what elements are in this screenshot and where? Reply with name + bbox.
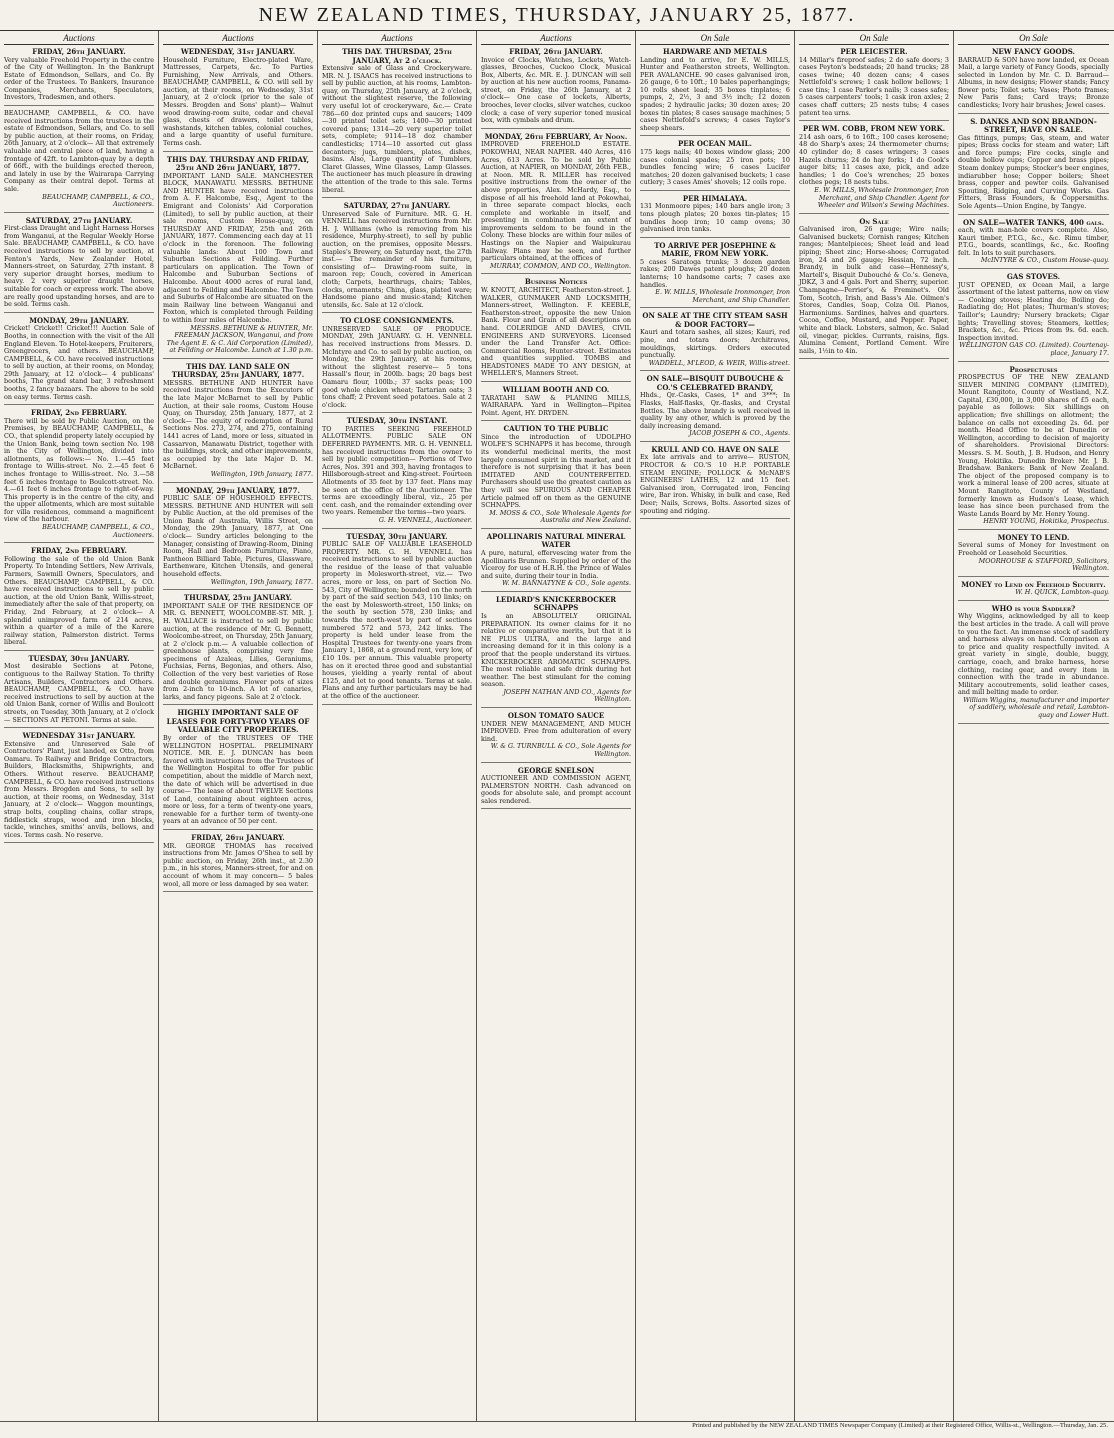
ad-signature: McINTYRE & CO., Custom House-quay. bbox=[980, 256, 1109, 265]
advertisement bbox=[163, 834, 313, 892]
ad-title: PER OCEAN MAIL. bbox=[678, 139, 752, 149]
ad-signature: G. H. VENNELL, Auctioneer. bbox=[378, 515, 472, 524]
ad-title: TUESDAY, 30th JANUARY. bbox=[28, 653, 130, 663]
ad-title: LEDIARD'S KNICKERBOCKER SCHNAPPS bbox=[495, 594, 617, 613]
advertisement bbox=[640, 312, 790, 371]
ad-signature: MESSRS. BETHUNE & HUNTER, Mr. FREEMAN JACKSON, Wanganui, and from The Agent E. & C. Aid Corporation (Limited), at Feilding or Halcombe. Lunch at 1.30 p.m. bbox=[166, 323, 313, 355]
advertisement bbox=[799, 125, 949, 213]
column-1 bbox=[0, 31, 159, 1421]
ad-body: Ex late arrivals and to arrive— RUSTON, PROCTOR & CO.'S 10 H.P. PORTABLE STEAM ENGINE; POLLOCK & McNAB'S ENGINEERS' LATHES, 12 and 15 feet. Galvanised iron, Corrugated iron, Fencing wire, Bar iron. Whisky, in bulk and case, Red Deer; Nails, Screws, Bolts. Assorted sizes of spouting and ridging. bbox=[640, 453, 790, 515]
ad-title: WEDNESDAY, 31st JANUARY. bbox=[180, 47, 296, 56]
advertisement bbox=[799, 48, 949, 121]
ad-signature: WADDELL, M'LEOD, & WEIR, Willis-street. bbox=[648, 358, 790, 367]
ad-signature: JOSEPH NATHAN AND CO., Agents for Wellington. bbox=[503, 687, 631, 704]
ad-body: Household Furniture, Electro-plated Ware, Mattresses, Carpets, &c. To Parties Furnishing, New Arrivals, and Others. BEAUCHAMP, CAMPBELL, & CO. will sell by auction, at their rooms, on Wednesday, 31st January, at 2 o'clock (prior to the sale of Messrs. Brogden and Sons' plant)— Walnut wood drawing-room suite, cedar and cheval glass, chests of drawers, toilet tables, washstands, kitchen tables, colonial couches, and a large quantity of useful furniture. Terms cash. bbox=[163, 55, 313, 148]
advertisement bbox=[163, 363, 313, 483]
ad-body: Hhds., Qr.-Casks, Cases, 1* and 3***; In Flasks, Half-flasks, Qr.-flasks, and Crystal Bottles. The above brandy is well received in quality by any other, which is proved by the daily increasing demand. bbox=[640, 391, 790, 430]
ad-body: There will be sold by Public Auction, on the Premises, by BEAUCHAMP, CAMPBELL, & CO., that splendid property lately occupied by the Union Bank, being town section No. 198 in the City of Wellington, divided into allotments, as follows:— No. 1.—45 feet frontage to Willis-street. No. 2.—45 feet 6 inches frontage to Willis-street. No. 3.—58 feet 6 inches frontage to Boulcott-street. No. 4.—61 feet 6 inches frontage to right-of-way. This property is in the centre of the city, and the upper allotments, which are most suitable for villa residences, command a magnificent view of the harbour. bbox=[4, 416, 154, 524]
ad-title: FRIDAY, 26th JANUARY. bbox=[32, 47, 126, 56]
ad-body: each, with man-hole covers complete. Also, Kauri timber, P.T.G., &c., &c. Rimu timber, P.T.G., boards, scantlings, &c., &c. Roofing felt. In lots to suit purchasers. bbox=[958, 226, 1109, 257]
ad-body: Is an ABSOLUTELY ORIGINAL PREPARATION. Its owner claims for it no relative or comparative merits, but that it is NE PLUS ULTRA, and the large and increasing demand for it in this colony is a proof that the people understand its virtues. KNICKERBOCKER AROMATIC SCHNAPPS. The most reliable and safe drink during hot weather. The best stimulant for the coming season. bbox=[481, 611, 631, 689]
advertisement bbox=[958, 366, 1109, 530]
masthead: NEW ZEALAND TIMES, THURSDAY, JANUARY 25, 1877. bbox=[0, 0, 1114, 31]
ad-signature: M. MOSS & CO., Sole Wholesale Agents for Australia and New Zealand. bbox=[489, 508, 631, 525]
advertisement bbox=[4, 217, 154, 313]
ad-signature: William Wiggins, manufacturer and importer of saddlery, wholesale and retail, Lambton-quay and Lower Hutt. bbox=[963, 695, 1109, 720]
ad-body: Extensive sale of Glass and Crockeryware. MR. N. J. ISAACS has received instructions to sell by public auction, at his rooms, Lambton-quay, on Thursday, 25th January, at 2 o'clock, without the slightest reserve, the following very useful lot of crockeryware, &c.— Crate 786—60 doz printed cups and saucers; 1409—30 printed toilet sets; 1400—30 printed covered pans; 1314—20 very superior toilet sets, complete; 9114—18 doz chamber candlesticks; 1714—10 assorted cut glass decanters; jugs, tumblers, plates, dishes, basins. Also, Large quantity of Tumblers, Claret Glasses, Wine Glasses, Lamp Glasses. The auctioneer has much pleasure in drawing the attention of the trade to this sale. Terms liberal. bbox=[322, 64, 472, 194]
ad-body: Kauri and totara sashes, all sizes; Kauri, red pine, and totara doors; Architraves, mouldings, skirtings. Orders executed punctually. bbox=[640, 328, 790, 360]
ad-signature: MOORHOUSE & STAFFORD, Solicitors, Wellington. bbox=[978, 556, 1109, 573]
ad-title: S. DANKS AND SON BRANDON-STREET, HAVE ON SALE. bbox=[970, 116, 1097, 135]
advertisement bbox=[481, 133, 631, 275]
ad-title: MONDAY, 29th JANUARY, 1877. bbox=[176, 485, 300, 495]
ad-body: Invoice of Clocks, Watches, Lockets, Watch-glasses, Brooches, Cuckoo Clock, Musical Box, Alberts, &c. MR. E. J. DUNCAN will sell by auction at his new auction rooms, Panama-street, on Friday, the 26th January, at 2 o'clock— One case of lockets, Alberts, brooches, lever clocks, silver watches, cuckoo clock; a case of very superior toned musical box, with cymbals and drum. bbox=[481, 55, 631, 125]
advertisement bbox=[322, 417, 472, 528]
ad-body: JUST OPENED, ex Ocean Mail, a large assortment of the latest patterns, now on view— Cooking stoves; Heating do; Boiling do; Radiating do; Hot plates; Thurman's stoves; Taillor's; Laundry; Nursery brackets; Cigar lights; Travelling stoves; Steamers, kettles; Brackets, &c., &c. Prices from 9s. 6d. each. Inspection invited. bbox=[958, 280, 1109, 342]
ad-title: THIS DAY. LAND SALE ON THURSDAY, 25th JANUARY, 1877. bbox=[171, 361, 305, 380]
advertisement bbox=[958, 48, 1109, 114]
ad-signature: MURRAY, COMMON, AND CO., Wellington. bbox=[489, 261, 631, 270]
advertisement bbox=[640, 242, 790, 309]
advertisement bbox=[322, 317, 472, 413]
ad-title: APOLLINARIS NATURAL MINERAL WATER bbox=[486, 531, 626, 550]
ad-body: By order of the TRUSTEES OF THE WELLINGTON HOSPITAL. PRELIMINARY NOTICE. MR. E. J. DUNCAN has been favored with instructions from the Trustees of the Wellington Hospital to offer for public competition, about the middle of March next, the date of which will be advertised in due course— The lease of about TWELVE Sections of Land, containing about eighteen acres, more or less, for a term of twenty-one years, renewable for a further term of twenty-one years at an advance of 50 per cent. bbox=[163, 733, 313, 826]
ad-title: TUESDAY, 30th INSTANT. bbox=[346, 416, 448, 426]
ad-title: NEW FANCY GOODS. bbox=[992, 47, 1075, 56]
ad-body: First-class Draught and Light Harness Horses from Wanganui, at the Regular Weekly Horse Sale. BEAUCHAMP, CAMPBELL, & CO. have received instructions to sell by auction, at Fenton's Yards, New Zealander Hotel, Manners-street, on Saturday, 27th instant. 8 very superior draught horses, medium to heavy. 2 very superior draught horses, suitable for coach or express work. The above are really good upstanding horses, and are to be sold. Terms cash. bbox=[4, 224, 154, 309]
ad-body: 175 kegs nails; 40 boxes window glass; 200 cases colonial spades; 25 iron pots; 10 bundles fencing wire; 6 cases Lucifer matches; 20 dozen galvanised buckets; 1 case cutlery; 3 cases Ames' shovels; 12 coils rope. bbox=[640, 147, 790, 187]
ad-signature: HENRY YOUNG, Hokitika, Prospectus. bbox=[983, 517, 1109, 526]
ad-body: IMPORTANT LAND SALE. MANCHESTER BLOCK, MANAWATU. MESSRS. BETHUNE AND HUNTER have received instructions from A. F. Halcombe, Esq., Agent to the Emigrant and Colonists' Aid Corporation (Limited), to sell by public auction, at their sale rooms, Custom House-quay, on THURSDAY AND FRIDAY, 25th and 26th JANUARY, 1877. Commencing each day at 11 o'clock in the forenoon. The following valuable lands: About 100 Town and Suburban Sections at Feilding. Further particulars on application. The Town of Halcombe and Suburban Sections of Halcombe. About 4000 acres of rural land, adjacent to Feilding and Halcombe. The Town and Suburbs of Halcombe are situated on the main Railway line between Wanganui and Foxton, which is completed through Feilding to within four miles of Halcombe. bbox=[163, 171, 313, 324]
ad-title: TO CLOSE CONSIGNMENTS. bbox=[340, 316, 454, 326]
advertisement bbox=[481, 425, 631, 529]
advertisement bbox=[481, 767, 631, 810]
column-3 bbox=[318, 31, 477, 1421]
ad-body: Extensive and Unreserved Sale of Contractors' Plant, just landed, ex Otto, from Oamaru. To Railway and Bridge Contractors, Builders, Blacksmiths, Shipwrights, and Others. Without reserve. BEAUCHAMP, CAMPBELL, & CO. have received instructions from Messrs. Brogden and Sons, to sell by auction, at their rooms, on Wednesday, 31st January, at 2 o'clock— Waggon mountings, strap bolts, coupling chains, collar straps, fiddlestick straps, wood and iron blocks, tackle, winches, smiths' anvils, bellows, and vices. Terms cash. No reserve. bbox=[4, 739, 154, 839]
advertisement bbox=[4, 547, 154, 651]
ad-title: MONDAY, 29th JANUARY. bbox=[29, 315, 129, 325]
column-heading: Auctions bbox=[481, 33, 631, 45]
advertisement bbox=[640, 446, 790, 519]
ad-body: 131 Monmoore pipes; 140 bars angle iron; 3 tons plough plates; 20 boxes tin-plates; 15 bundles hoop iron; 10 camp ovens; 30 galvanised iron tanks. bbox=[640, 202, 790, 234]
ad-body: Since the introduction of UDOLPHO WOLFE'S SCHNAPPS it has become, through its wonderful medicinal merits, the most largely consumed spirit in this market, and it therefore is not surprising that it has been IMITATED AND COUNTERFEITED. Purchasers should use the greatest caution as they will see SPURIOUS AND CHEAPER Article palmed off on them as the GENUINE SCHNAPPS. bbox=[481, 432, 631, 510]
ad-body: A pure, natural, effervescing water from the Apollinaris Brunnen. Supplied by order of the Viceroy for use of H.R.H. the Prince of Wales and suite, during their tour in India. bbox=[481, 548, 631, 580]
advertisement bbox=[4, 655, 154, 728]
ad-signature: E. W. MILLS, Wholesale Ironmonger, Iron Merchant, and Ship Chandler. Agent for Wheeler and Wilson's Sewing Machines. bbox=[814, 185, 949, 210]
ad-title: WEDNESDAY 31st JANUARY. bbox=[22, 731, 136, 741]
ad-title: WILLIAM BOOTH AND CO. bbox=[502, 385, 610, 395]
ad-body: Several sums of Money for Investment on Freehold or Leasehold Securities. bbox=[958, 541, 1109, 557]
advertisement bbox=[481, 596, 631, 708]
ad-title: FRIDAY, 26th JANUARY. bbox=[191, 833, 285, 843]
ad-title: MONEY to Lend on Freehold Security. bbox=[961, 579, 1106, 589]
ad-body: Cricket! Cricket!! Cricket!!! Auction Sale of Booths, in connection with the visit of the All England Eleven. To Hotel-keepers, Fruiterers, Greengrocers, and others. BEAUCHAMP, CAMPBELL, & CO. have received instructions to sell by auction, at their rooms, on Monday, 29th January, at 12 o'clock— 4 publicans' booths, The grand stand bar, 3 refreshment booths, 2 fancy bazaars. The above to be sold on easy terms. Terms cash. bbox=[4, 324, 154, 401]
ad-signature: WELLINGTON GAS CO. (Limited). Courtenay-place, January 17. bbox=[959, 341, 1109, 357]
ad-signature: E. W. MILLS, Wholesale Ironmonger, Iron Merchant, and Ship Chandler. bbox=[655, 288, 790, 304]
advertisement bbox=[481, 278, 631, 382]
ad-body: 14 Millar's fireproof safes; 2 do safe doors; 3 cases Peyton's bedsteads; 20 hand trucks; 28 cases twine; 40 dozen cans; 4 cases Nettlefold's screws; 1 cask hollow bellows; 1 case tins; 1 case Parker's nails; 3 cases safes; 5 cases carpenters' tools; 1 cask iron axles; 2 cases chaff cutters; 25 nests tubs; 4 cases patent tea urns. bbox=[799, 55, 949, 117]
ad-body: PUBLIC SALE OF HOUSEHOLD EFFECTS. MESSRS. BETHUNE AND HUNTER will sell by Public Auction, at the old premises of the Union Bank of Australia, Willis Street, on Monday, the 29th January, 1877, at One o'clock— Sundry articles belonging to the Manager, consisting of Drawing-Room, Dining Room, Hall and Bedroom Furniture, Piano, Pantheon Billiard Table, Pictures, Glassware, Earthenware, Kitchen Utensils, and general household effects. bbox=[163, 494, 313, 579]
ad-body: 214 ash oars, 6 to 16ft.; 100 cases kerosene; 48 do Sharp's axes; 24 thermometer churns; 40 cylinder do; 8 cases wringers; 3 cases Hazels churns; 24 do hay forks; 1 do Cook's auger bits; 11 cases axe, pick, and adze handles; 1 do Coe's wrenches; 25 boxes clothes pegs; 18 nests tubs. bbox=[799, 132, 949, 187]
advertisement bbox=[481, 533, 631, 592]
column-heading: Auctions bbox=[322, 33, 472, 45]
column-7 bbox=[954, 31, 1113, 1421]
advertisement bbox=[958, 581, 1109, 601]
ad-title: ON SALE—BISQUIT DUBOUCHE & CO.'S CELEBRATED BRANDY, bbox=[646, 374, 784, 392]
ad-title: THIS DAY. THURSDAY AND FRIDAY, 25th AND 26th JANUARY, 1877. bbox=[166, 154, 310, 173]
ad-title: PER LEICESTER. bbox=[840, 47, 908, 56]
ad-body: Very valuable Freehold Property in the centre of the City of Wellington. In the Bankrupt Estate of Edmondson, Sellars, and Co. By order of the Trustees. To Bankers, Insurance Companies, Merchants, Speculators, Investors, Tradesmen, and others. bbox=[4, 55, 154, 102]
ad-body: Unreserved Sale of Furniture. MR. G. H. VENNELL has received instructions from Mr. H. J. Williams (who is removing from his residence, Murphy-street), to sell by public auction, on the premises, opposite Messrs. Staples's Brewery, on Saturday next, the 27th inst.— The remainder of his furniture, consisting of— Drawing-room suite, in maroon rep; Couch, covered in American cloth; Carpets, hearthrugs, chairs; Tables, clocks, ornaments; China, glass, plated ware; Handsome piano and music-stand; Kitchen utensils, &c. Sale at 12 o'clock. bbox=[322, 209, 472, 309]
ad-body: PUBLIC SALE OF VALUABLE LEASEHOLD PROPERTY. MR. G. H. VENNELL has received instructions to sell by public auction the residue of the lease of that valuable property in Molesworth-street, viz.— Two acres, more or less, on part of Section No. 543, City of Wellington; bounded on the north by part of the said section 543, 110 links; on the east by Molesworth-street, 150 links; on the south by section 578, 230 links; and towards the north-west by part of sections numbered 572 and 573, 242 links. The property is held under lease from the Hospital Trustees for twenty-one years from January 1, 1868, at a ground rent, very low, of £10 10s. per annum. This valuable property has on it erected three good and substantial houses, yielding a yearly rental of about £125, and let to good tenants. Terms at sale. Plans and any further particulars may be had at the office of the auctioneer. bbox=[322, 540, 472, 700]
ad-body: PROSPECTUS OF THE NEW ZEALAND SILVER MINING COMPANY (LIMITED), Mount Rangitoto, County of Westland, N.Z. Capital, £30,000, in 3,000 shares of £5 each, payable as follows: Six shillings on application; five shillings on allotment; the balance on calls not exceeding 2s. 6d. per month. Head Office to be at Dunedin or Wellington, according to decision of majority of shareholders. Provisional Directors: Messrs. S. M. South, J. B. Hudson, and Henry Young, Hokitika. Dunedin Broker: Mr. J. B. Bradshaw. Bankers: Bank of New Zealand. The object of the proposed company is to work a mineral lease of 200 acres, situate at Mount Rangitoto, County of Westland, formerly known as Hudson's Lease, which lease has since been purchased from the Waste Lands Board by Mr. Henry Young. bbox=[958, 373, 1109, 518]
ad-signature: Wellington, 19th January, 1877. bbox=[210, 470, 313, 478]
ad-body: Most desirable Sections at Petone, contiguous to the Railway Station. To thrifty Artisans, Builders, Contractors and Others. BEAUCHAMP, CAMPBELL, & CO. have received instructions to sell by auction at the old Union Bank, corner of Willis and Boulcott streets, on Tuesday, 30th January, at 2 o'clock— SECTIONS AT PETONI. Terms at sale. bbox=[4, 662, 154, 724]
advertisement bbox=[322, 48, 472, 198]
ad-signature: BEAUCHAMP, CAMPBELL, & CO., Auctioneers. bbox=[42, 192, 154, 209]
ad-title: THURSDAY, 25th JANUARY. bbox=[183, 593, 293, 603]
ad-title: ON SALE AT THE CITY STEAM SASH & DOOR FACTORY— bbox=[642, 311, 788, 329]
ad-title: ON SALE—WATER TANKS, 400 gals. bbox=[962, 217, 1105, 227]
ad-body: AUCTIONEER AND COMMISSION AGENT, PALMERSTON NORTH. Cash advanced on goods for absolute sale, and prompt account sales rendered. bbox=[481, 774, 631, 805]
ad-title: FRIDAY, 26th JANUARY. bbox=[509, 47, 603, 56]
ad-body: BEAUCHAMP, CAMPBELL, & CO. have received instructions from the trustees in the estate of Edmondson, Sellars, and Co. to sell by public auction, at their rooms, on Friday, 26th January, at 2 o'clock— All that extremely valuable and central piece of land, having a frontage of 42ft. to Lambton-quay by a depth of 66ft., with the buildings erected thereon, and lately in use by the Wairarapa Carrying Company as their central depot. Terms at sale. bbox=[4, 109, 154, 193]
column-heading: On Sale bbox=[958, 33, 1109, 45]
ad-body: Why Wiggins, acknowledged by all to keep the best articles in the trade. A call will prove to you the fact. An immense stock of saddlery and harness always on hand. Comparison as to price and quality respectfully invited. A great variety in single, double, buggy, carriage, coach, and brake harness, horse clothing, racing gear, and every item in connection with the trade in abundance. Military accoutrements, solid leather cases, and mill belting made to order. bbox=[958, 612, 1109, 697]
ad-title: PER WM. COBB, FROM NEW YORK. bbox=[802, 124, 946, 134]
ad-body: IMPORTANT SALE OF THE RESIDENCE OF MR. G. BENNETT, WOOLCOMBE-ST. MR. J. H. WALLACE is instructed to sell by public auction, at the residence of Mr. G. Bennett, Woolcombe-street, on Thursday, 25th January, at 2 o'clock p.m.— A valuable collection of greenhouse plants, comprising very fine specimens of Azaleas, Lilies, Geraniums, Fuchsias, Ferns, Begonias, and others. Also, Collection of the very best varieties of Rose and double geraniums. Flower pots of sizes from 2-inch to 10-inch. A lot of canaries, larks, and fancy pigeons. Sale at 2 o'clock. bbox=[163, 601, 313, 701]
ad-body: MR. GEORGE THOMAS has received instructions from Mr. James O'Shea to sell by public auction, on Friday, 26th inst., at 2.30 p.m., in his stores, Manners-street, for and on account of whom it may concern— 5 bales wool, all more or less damaged by sea water. bbox=[163, 841, 313, 888]
ad-signature: JACOB JOSEPH & CO., Agents. bbox=[689, 429, 790, 438]
ad-title: FRIDAY, 2nd FEBRUARY. bbox=[31, 408, 127, 418]
advertisement bbox=[163, 156, 313, 359]
ad-body: TARATAHI SAW & PLANING MILLS, WAIRARAPA. Yard in Wellington—Pipitea Point. Agent, HY. DRYDEN. bbox=[481, 393, 631, 417]
ad-body: 5 cases Saratoga trunks; 3 dozen garden rakes; 200 Dawes patent ploughs; 20 dozen lanterns; 10 handsome carts; 7 cases axe handles. bbox=[640, 257, 790, 289]
advertisement bbox=[322, 202, 472, 313]
ad-title: HARDWARE AND METALS bbox=[662, 47, 768, 56]
ad-signature: W. M. BANNATYNE & CO., Sole agents. bbox=[502, 579, 631, 588]
advertisement bbox=[640, 48, 790, 136]
advertisement bbox=[640, 195, 790, 238]
ad-signature: BEAUCHAMP, CAMPBELL, & CO., Auctioneers. bbox=[42, 523, 154, 539]
column-6 bbox=[795, 31, 954, 1421]
ad-title: TO ARRIVE PER JOSEPHINE & MARIE, FROM NEW YORK. bbox=[654, 240, 776, 259]
advertisement bbox=[4, 409, 154, 543]
ad-title: On Sale bbox=[859, 216, 889, 226]
advertisement bbox=[958, 534, 1109, 577]
advertisement bbox=[799, 218, 949, 360]
ad-title: FRIDAY, 2nd FEBRUARY. bbox=[31, 546, 127, 556]
ad-body: UNDER NEW MANAGEMENT, AND MUCH IMPROVED. Free from adulteration of every kind. bbox=[481, 719, 631, 743]
column-heading: On Sale bbox=[799, 33, 949, 45]
advertisement bbox=[958, 219, 1109, 269]
ad-signature: W. & G. TURNBULL & CO., Sole Agents for Wellington. bbox=[490, 742, 631, 758]
advertisement bbox=[481, 48, 631, 129]
footer-imprint: Printed and published by the NEW ZEALAND TIMES Newspaper Company (Limited) at their Registered Office, Willis-st., Wellington.—Thursday, Jan. 25. bbox=[0, 1421, 1114, 1438]
ad-title: WHO is your Saddler? bbox=[991, 603, 1076, 613]
ad-body: IMPROVED FREEHOLD ESTATE. POKOWHAI, NEAR NAPIER. 440 Acres, 416 Acres, 613 Acres. To be sold by Public Auction, at NAPIER, on MONDAY, 26th FEB., at Noon. MR. R. MILLER has received positive instructions from the owner of the above properties, Alex. McHardy, Esq., to dispose of all his freehold land at Pokowhai, in three separate compact blocks, each complete and workable in itself, and presenting in combination an extent of improvements seldom to be found in the Colony. These blocks are within four miles of Hastings on the Napier and Waipukurau Railway. Plans may be seen, and further particulars obtained, at the offices of bbox=[481, 140, 631, 263]
advertisement bbox=[481, 712, 631, 762]
column-heading: On Sale bbox=[640, 33, 790, 45]
ad-title: OLSON TOMATO SAUCE bbox=[507, 711, 605, 721]
ad-title: SATURDAY, 27th JANUARY. bbox=[343, 201, 451, 211]
column-2 bbox=[159, 31, 318, 1421]
ad-body: Landing and to arrive, for E. W. MILLS, Hunter and Featherston streets, Wellington. PER AVALANCHE. 90 cases galvanised iron, 26 gauge, 6 to 10ft.; 10 bales paperhangings; 10 rolls sheet lead; 35 boxes tinplates; 6 pumps, 2, 2½, 3 and 3½ inch; 12 dozen spades; 2 hydraulic jacks; 30 dozen axes; 20 boxes tin plates; 8 cases sausage machines; 5 cases Nettlefold's screws; 4 cases Taylor's sheep shears. bbox=[640, 55, 790, 132]
column-5 bbox=[636, 31, 795, 1421]
column-4 bbox=[477, 31, 636, 1421]
column-heading: Auctions bbox=[4, 33, 154, 45]
ad-title: GAS STOVES. bbox=[1006, 272, 1061, 282]
ad-title: MONEY TO LEND. bbox=[997, 532, 1070, 542]
advertisement bbox=[4, 732, 154, 843]
advertisement bbox=[958, 273, 1109, 361]
advertisement bbox=[322, 533, 472, 705]
ad-title: THIS DAY. THURSDAY, 25th JANUARY, At 2 o'clock. bbox=[342, 47, 452, 65]
ad-title: HIGHLY IMPORTANT SALE OF LEASES FOR FORTY-TWO YEARS OF VALUABLE CITY PROPERTIES. bbox=[166, 708, 310, 735]
advertisement bbox=[4, 110, 154, 213]
ad-body: MESSRS. BETHUNE AND HUNTER have received instructions from the Executors of the late Major McBarnet to sell by Public Auction, at their sale rooms, Custom House Quay, on Thursday, 25th January, 1877, at 2 o'clock— The equity of redemption of Rural Sections Nos. 273, 274, and 275, containing 1441 acres of Land, more or less, situated in Cassarvon, Manawatu District, together with the buildings, stock, and other improvements, as occupied by the late Major D. M. McBarnet. bbox=[163, 378, 313, 471]
column-heading: Auctions bbox=[163, 33, 313, 45]
ad-body: W. KNOTT, ARCHITECT, Featherston-street. J. WALKER, GUNMAKER AND LOCKSMITH, Manners-street, Wellington. F. KEEBLE, Featherston-street, opposite the new Union Bank. Flour and Grain of all descriptions on hand. COLERIDGE AND DAVIES, CIVIL ENGINEERS AND SURVEYORS. Licensed under the Land Transfer Act. Office: Commercial Rooms, Hunter-street. Estimates and quantities supplied. TOMBS and HEADSTONES MADE TO ANY DESIGN, at WHELLER'S, Manners Street. bbox=[481, 285, 631, 378]
ad-signature: Wellington, 19th January, 1877. bbox=[210, 577, 313, 586]
ad-title: PER HIMALAYA. bbox=[682, 193, 748, 203]
ad-body: UNRESERVED SALE OF PRODUCE. MONDAY, 29th JANUARY. G. H. VENNELL has received instructions from Messrs. D. McIntyre and Co. to sell by public auction, on Monday, the 29th January, at his rooms, without the slightest reserve— 5 tons Hassall's flour, in 200lb. bags; 20 bags best Oamaru flour, 100lb.; 37 sacks peas; 100 good whole chicken wheat; Tartarian oats; 3 tons chaff; 2 Prevent seed potatoes. Sale at 2 o'clock. bbox=[322, 324, 472, 409]
advertisement bbox=[163, 594, 313, 705]
advertisement bbox=[958, 605, 1109, 724]
columns-container bbox=[0, 31, 1114, 1421]
advertisement bbox=[4, 48, 154, 106]
advertisement bbox=[481, 386, 631, 421]
ad-title: SATURDAY, 27th JANUARY. bbox=[25, 215, 133, 225]
ad-body: Gas fittings, pumps; Gas, steam, and water pipes; Brass cocks for steam and water; Lift and force pumps; Fire cocks, single and double hollow cups; Copper and brass pipes; Steam donkey pumps; Stocker's beer engines, indiarubber hose; Copper boilers; Sheet brass, copper and pewter coils. Galvanised Spouting, Ridging, and Curving Works. Gas Fitters, Brass Founders, & Coppersmiths. Sole Agents—Union Engine, by Tangye. bbox=[958, 133, 1109, 210]
ad-title: Prospectuses bbox=[1009, 364, 1058, 374]
ad-title: Business Notices bbox=[524, 277, 588, 287]
advertisement bbox=[163, 48, 313, 152]
ad-signature: W. H. QUICK, Lambton-quay. bbox=[1015, 588, 1109, 597]
advertisement bbox=[163, 487, 313, 591]
advertisement bbox=[640, 140, 790, 190]
ad-title: TUESDAY, 30th JANUARY. bbox=[346, 531, 448, 541]
ad-title: MONDAY, 26th FEBRUARY, At Noon. bbox=[484, 131, 628, 141]
ad-body: TO PARTIES SEEKING FREEHOLD ALLOTMENTS. PUBLIC SALE ON DEFERRED PAYMENTS. MR. G. H. VENNELL has received instructions from the owner to sell by public competition— Portions of Two Acres, Nos. 391 and 393, having frontages to Hillsborough-street and King-street. Fourteen Allotments of 35 feet by 137 feet. Plans may be seen at the office of the Auctioneer. The terms are exceedingly liberal, viz., 25 per cent. cash, and the remainder extending over two years. Remember the terms—two years. bbox=[322, 424, 472, 517]
ad-body: Galvanised iron, 26 gauge; Wire nails; Galvanised buckets; Cornish ranges; Kitchen ranges; Mantelpieces; Sheet lead and lead piping; Sheet zinc; Horse-shoes; Corrugated iron, 24 and 26 gauge; Hessian, 72 inch. Brandy, in bulk and case—Hennessy's, Martell's, Bisquit Dubouché & Co.'s. Geneva, JDKZ, 3 and 4 gals. Port and Sherry, superior. Champagne—Perrier's, & Freminet's. Old Tom, Scotch, Irish, and Bass's Ale. Oilmen's Stores, Candles, Soap, Colza Oil. Pianos, Harmoniums. Sardines, halves and quarters. Cocoa, Coffee, Mustard, and Pepper. Paper, white and black. Lobsters, salmon, &c. Salad oil, vinegar, pickles. Currants, raisins, figs. Alumina Cement, Portland Cement. Wire nails, 1½in to 4in. bbox=[799, 225, 949, 355]
advertisement bbox=[958, 118, 1109, 215]
ad-title: GEORGE SNELSON bbox=[517, 765, 595, 775]
ad-body: Following the sale of the old Union Bank Property. To Intending Settlers, New Arrivals, Farmers, Sawmill Owners, Speculators, and Others. BEAUCHAMP, CAMPBELL, & CO. have received instructions to sell by public auction, at the old Union Bank, Willis-street, immediately after the sale of that property, on Friday, 2nd February, at 2 o'clock— A splendid unimproved farm of 214 acres, within a quarter of a mile of the Karere railway station, Palmerston district. Terms liberal. bbox=[4, 554, 154, 647]
advertisement bbox=[163, 709, 313, 830]
ad-title: KRULL AND CO. HAVE ON SALE bbox=[651, 444, 779, 454]
advertisement bbox=[640, 375, 790, 442]
ad-body: BARRAUD & SON have now landed, ex Ocean Mail, a large variety of Fancy Goods, specially selected in London by Mr. C. D. Barraud— Albums, in new designs; Flower stands; Fancy flower pots; Toilet sets; Vases; Photo frames; New Paris fans; Card trays; Bronze candlesticks; Ivory hair brushes; Jewel cases. bbox=[958, 55, 1109, 110]
advertisement bbox=[4, 317, 154, 405]
ad-title: CAUTION TO THE PUBLIC bbox=[503, 424, 609, 434]
